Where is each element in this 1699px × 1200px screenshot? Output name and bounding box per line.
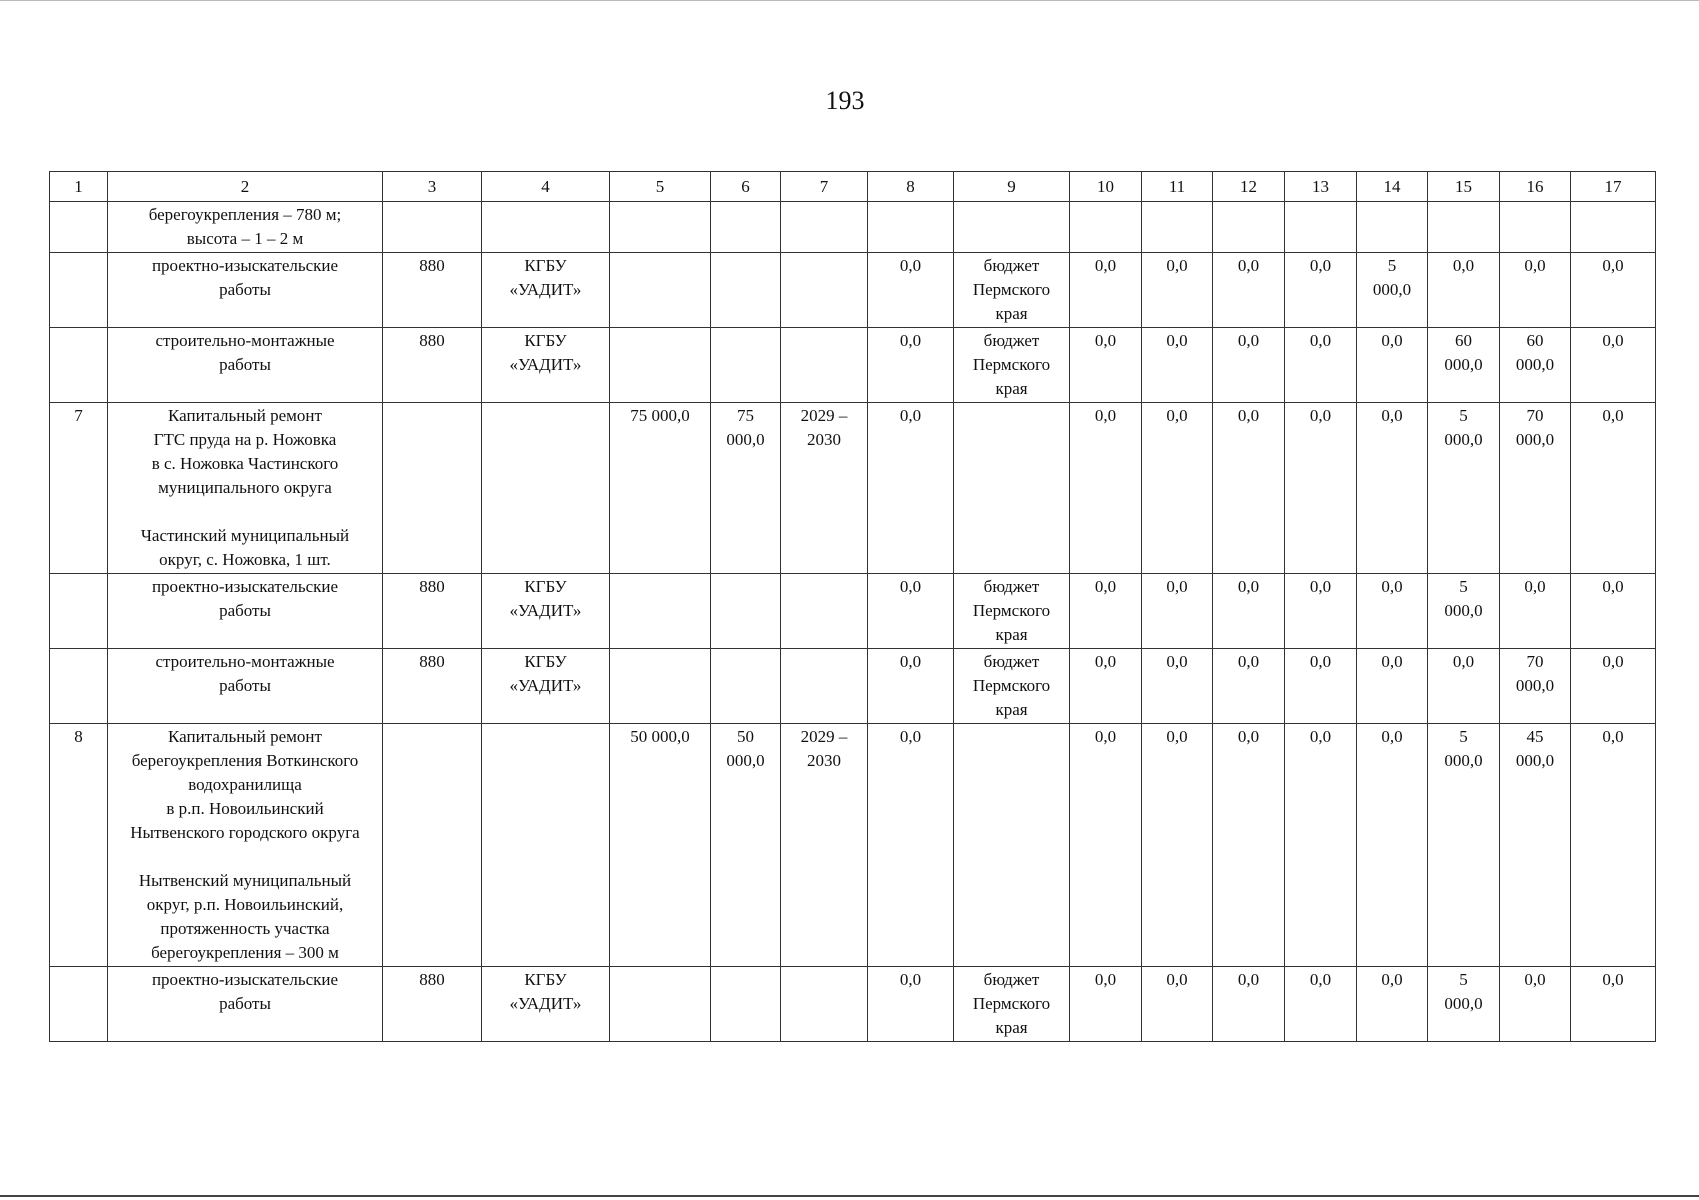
code-cell (383, 724, 482, 967)
value-cell: 45 000,0 (1500, 724, 1571, 967)
value-cell: 0,0 (868, 967, 954, 1042)
value-cell: 0,0 (1500, 967, 1571, 1042)
value-cell: 0,0 (1285, 403, 1357, 574)
column-header: 17 (1571, 172, 1656, 202)
period-cell: 2029 – 2030 (781, 403, 868, 574)
value-cell: 0,0 (1571, 328, 1656, 403)
value-cell: 0,0 (1142, 649, 1213, 724)
cost-cell (711, 253, 781, 328)
organization-cell: КГБУ «УАДИТ» (482, 253, 610, 328)
row-number-cell: 7 (50, 403, 108, 574)
cost-cell (711, 967, 781, 1042)
funding-source-cell (954, 202, 1070, 253)
value-cell: 0,0 (1500, 253, 1571, 328)
code-cell: 880 (383, 967, 482, 1042)
cost-cell: 75 000,0 (711, 403, 781, 574)
funding-source-cell: бюджет Пермского края (954, 967, 1070, 1042)
value-cell: 0,0 (1571, 649, 1656, 724)
period-cell (781, 328, 868, 403)
value-cell: 0,0 (1571, 403, 1656, 574)
row-number-cell (50, 202, 108, 253)
funding-source-cell: бюджет Пермского края (954, 649, 1070, 724)
cost-cell (711, 202, 781, 253)
value-cell: 0,0 (1357, 328, 1428, 403)
period-cell (781, 202, 868, 253)
cost-total-cell: 75 000,0 (610, 403, 711, 574)
value-cell: 0,0 (1142, 724, 1213, 967)
scan-top-edge (0, 0, 1699, 1)
value-cell: 0,0 (1285, 724, 1357, 967)
funding-source-cell (954, 403, 1070, 574)
value-cell: 0,0 (1428, 649, 1500, 724)
cost-total-cell: 50 000,0 (610, 724, 711, 967)
value-cell: 0,0 (1070, 328, 1142, 403)
description-cell: проектно-изыскательские работы (108, 253, 383, 328)
code-cell: 880 (383, 253, 482, 328)
scan-bottom-edge (0, 1195, 1699, 1197)
table-row (50, 724, 1656, 967)
value-cell: 60 000,0 (1500, 328, 1571, 403)
organization-cell (482, 202, 610, 253)
row-number-cell (50, 649, 108, 724)
value-cell (868, 202, 954, 253)
value-cell: 0,0 (1142, 574, 1213, 649)
table-row (50, 202, 1656, 253)
organization-cell: КГБУ «УАДИТ» (482, 574, 610, 649)
column-header: 13 (1285, 172, 1357, 202)
code-cell (383, 403, 482, 574)
value-cell: 0,0 (1142, 967, 1213, 1042)
column-header: 8 (868, 172, 954, 202)
value-cell: 5 000,0 (1428, 574, 1500, 649)
column-header: 1 (50, 172, 108, 202)
value-cell: 60 000,0 (1428, 328, 1500, 403)
value-cell: 0,0 (1213, 649, 1285, 724)
value-cell: 0,0 (1142, 403, 1213, 574)
value-cell: 0,0 (1357, 967, 1428, 1042)
column-header: 9 (954, 172, 1070, 202)
column-header: 4 (482, 172, 610, 202)
value-cell: 0,0 (1213, 328, 1285, 403)
value-cell: 0,0 (1213, 253, 1285, 328)
organization-cell (482, 403, 610, 574)
cost-total-cell (610, 202, 711, 253)
cost-cell (711, 574, 781, 649)
row-number-cell: 8 (50, 724, 108, 967)
value-cell: 70 000,0 (1500, 649, 1571, 724)
table-row (50, 403, 1656, 574)
description-cell: проектно-изыскательские работы (108, 967, 383, 1042)
value-cell: 0,0 (1070, 649, 1142, 724)
column-header: 16 (1500, 172, 1571, 202)
cost-total-cell (610, 328, 711, 403)
period-cell (781, 967, 868, 1042)
value-cell: 0,0 (1142, 328, 1213, 403)
cost-total-cell (610, 574, 711, 649)
value-cell (1213, 202, 1285, 253)
value-cell: 0,0 (1285, 253, 1357, 328)
value-cell: 0,0 (1070, 403, 1142, 574)
code-cell: 880 (383, 574, 482, 649)
period-cell (781, 253, 868, 328)
value-cell: 0,0 (868, 403, 954, 574)
description-cell: строительно-монтажные работы (108, 649, 383, 724)
column-header: 3 (383, 172, 482, 202)
period-cell: 2029 – 2030 (781, 724, 868, 967)
value-cell (1571, 202, 1656, 253)
code-cell: 880 (383, 328, 482, 403)
value-cell: 0,0 (1285, 328, 1357, 403)
organization-cell: КГБУ «УАДИТ» (482, 328, 610, 403)
description-cell: строительно-монтажные работы (108, 328, 383, 403)
column-header: 12 (1213, 172, 1285, 202)
value-cell: 0,0 (1285, 967, 1357, 1042)
value-cell: 0,0 (1070, 724, 1142, 967)
funding-source-cell (954, 724, 1070, 967)
funding-source-cell: бюджет Пермского края (954, 328, 1070, 403)
column-header: 14 (1357, 172, 1428, 202)
value-cell (1500, 202, 1571, 253)
value-cell: 0,0 (1070, 967, 1142, 1042)
code-cell: 880 (383, 649, 482, 724)
code-cell (383, 202, 482, 253)
value-cell: 0,0 (1571, 967, 1656, 1042)
value-cell: 0,0 (1571, 574, 1656, 649)
value-cell: 0,0 (868, 253, 954, 328)
value-cell: 0,0 (1357, 574, 1428, 649)
organization-cell: КГБУ «УАДИТ» (482, 649, 610, 724)
cost-cell (711, 328, 781, 403)
value-cell: 0,0 (1357, 724, 1428, 967)
value-cell: 5 000,0 (1428, 403, 1500, 574)
description-cell: Капитальный ремонт ГТС пруда на р. Ножовка в с. Ножовка Частинского муниципального округа Частинский муниципальный округ, с. Ножовка, 1 шт. (108, 403, 383, 574)
column-header: 15 (1428, 172, 1500, 202)
table-row (50, 328, 1656, 403)
table-row (50, 574, 1656, 649)
column-header: 10 (1070, 172, 1142, 202)
column-header: 5 (610, 172, 711, 202)
column-header: 6 (711, 172, 781, 202)
column-header: 2 (108, 172, 383, 202)
column-header: 11 (1142, 172, 1213, 202)
value-cell: 0,0 (1213, 724, 1285, 967)
value-cell: 0,0 (1070, 574, 1142, 649)
column-header: 7 (781, 172, 868, 202)
value-cell: 70 000,0 (1500, 403, 1571, 574)
value-cell: 0,0 (1500, 574, 1571, 649)
value-cell: 5 000,0 (1428, 724, 1500, 967)
budget-table (49, 171, 1656, 1042)
table-row (50, 649, 1656, 724)
page-number: 193 (825, 86, 865, 115)
funding-source-cell: бюджет Пермского края (954, 253, 1070, 328)
value-cell: 5 000,0 (1428, 967, 1500, 1042)
funding-source-cell: бюджет Пермского края (954, 574, 1070, 649)
value-cell: 0,0 (1285, 649, 1357, 724)
value-cell: 5 000,0 (1357, 253, 1428, 328)
table-row (50, 253, 1656, 328)
value-cell: 0,0 (1357, 649, 1428, 724)
value-cell (1070, 202, 1142, 253)
table-row (50, 967, 1656, 1042)
period-cell (781, 649, 868, 724)
value-cell: 0,0 (1213, 574, 1285, 649)
value-cell: 0,0 (868, 574, 954, 649)
value-cell: 0,0 (868, 649, 954, 724)
cost-total-cell (610, 649, 711, 724)
cost-cell: 50 000,0 (711, 724, 781, 967)
cost-cell (711, 649, 781, 724)
cost-total-cell (610, 967, 711, 1042)
value-cell: 0,0 (1213, 403, 1285, 574)
period-cell (781, 574, 868, 649)
value-cell: 0,0 (1285, 574, 1357, 649)
value-cell: 0,0 (868, 328, 954, 403)
value-cell: 0,0 (1142, 253, 1213, 328)
value-cell (1428, 202, 1500, 253)
value-cell (1357, 202, 1428, 253)
description-cell: проектно-изыскательские работы (108, 574, 383, 649)
description-cell: берегоукрепления – 780 м; высота – 1 – 2 м (108, 202, 383, 253)
value-cell: 0,0 (1428, 253, 1500, 328)
value-cell (1142, 202, 1213, 253)
value-cell: 0,0 (1357, 403, 1428, 574)
value-cell: 0,0 (1213, 967, 1285, 1042)
value-cell: 0,0 (1571, 724, 1656, 967)
table-header-row (50, 172, 1656, 202)
organization-cell (482, 724, 610, 967)
row-number-cell (50, 253, 108, 328)
organization-cell: КГБУ «УАДИТ» (482, 967, 610, 1042)
row-number-cell (50, 328, 108, 403)
description-cell: Капитальный ремонт берегоукрепления Воткинского водохранилища в р.п. Новоильинский Нытвенского городского округа Нытвенский муниципальный округ, р.п. Новоильинский, протяженность участка берегоукрепления – 300 м (108, 724, 383, 967)
row-number-cell (50, 967, 108, 1042)
row-number-cell (50, 574, 108, 649)
value-cell (1285, 202, 1357, 253)
value-cell: 0,0 (1070, 253, 1142, 328)
cost-total-cell (610, 253, 711, 328)
value-cell: 0,0 (868, 724, 954, 967)
value-cell: 0,0 (1571, 253, 1656, 328)
